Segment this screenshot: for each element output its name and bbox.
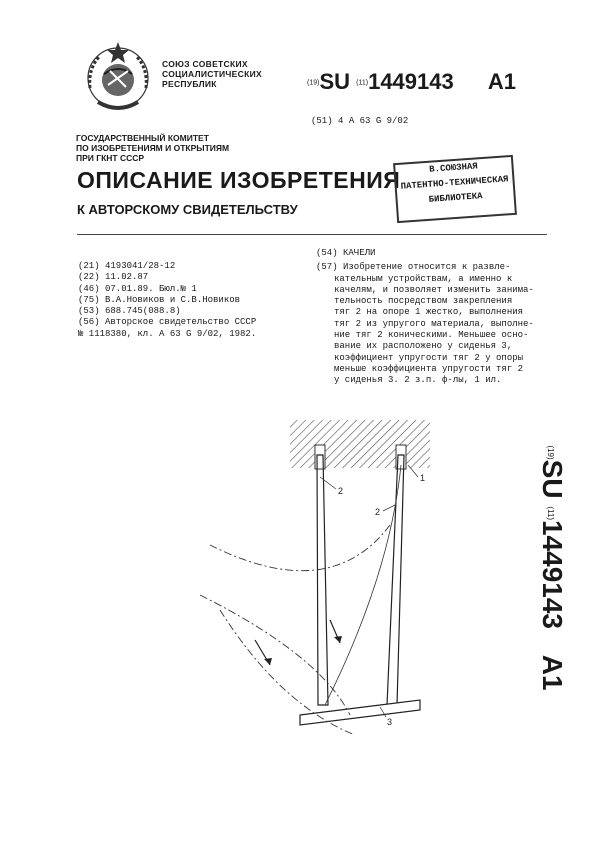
pub-code-prefix: (19)	[307, 79, 320, 87]
biblio-line: (21) 4193041/28-12	[78, 261, 176, 271]
biblio-line: (75) В.А.Новиков и С.В.Новиков	[78, 294, 241, 305]
ipc-prefix: (51) 4	[311, 116, 344, 126]
side-kind: A1	[537, 654, 568, 691]
abstract-line: вание их расположено у сиденья 3,	[334, 341, 513, 352]
rod-left	[317, 455, 328, 705]
library-stamp	[393, 155, 517, 223]
label-seat: 3	[387, 717, 393, 727]
kind-code: A1	[487, 69, 516, 94]
rod-right	[387, 455, 404, 705]
label-rod: 2	[338, 486, 344, 496]
label-support: 1	[420, 473, 426, 483]
support-beam	[290, 420, 430, 468]
side-num-code: (11)	[545, 506, 555, 520]
swing-arc	[210, 525, 390, 571]
biblio-line: (22) 11.02.87	[78, 272, 149, 283]
document-title: ОПИСАНИЕ ИЗОБРЕТЕНИЯ	[77, 167, 401, 193]
issuing-state	[162, 59, 262, 89]
abstract-line: тяг 2 на опоре 1 жестко, выполнения	[334, 307, 524, 318]
invention-title: (54) КАЧЕЛИ	[316, 248, 376, 258]
side-number: 1449143	[537, 519, 568, 629]
org-line: СОЦИАЛИСТИЧЕСКИХ	[162, 69, 262, 79]
abstract	[316, 248, 554, 387]
stamp-line: ПАТЕНТНО-ТЕХНИЧЕСКАЯ	[400, 174, 509, 192]
abstract-line: тельность посредством закрепления	[334, 296, 513, 307]
header-divider	[77, 234, 547, 235]
side-country: SU	[537, 459, 568, 499]
biblio-line: № 1118380, кл. А 63 G 9/02, 1982.	[78, 328, 257, 339]
abstract-line: тяг 2 из упругого материала, выполне-	[334, 318, 534, 329]
abstract-line: качелям, и позволяет изменить занима-	[334, 284, 534, 295]
ipc-classification	[311, 116, 408, 126]
committee-line: ПРИ ГКНТ СССР	[76, 153, 145, 163]
rod-deflected	[325, 465, 401, 705]
committee-line: ГОСУДАРСТВЕННЫЙ КОМИТЕТ	[76, 133, 209, 143]
label-rod: 2	[375, 507, 381, 517]
abstract-line: кательным устройствам, а именно к	[334, 273, 513, 284]
patent-number: 1449143	[368, 69, 454, 94]
abstract-line: коэффициент упругости тяг 2 у опоры	[334, 352, 524, 363]
ipc-code: A 63 G 9/02	[348, 116, 409, 126]
abstract-line: у сиденья 3. 2 з.п. ф-лы, 1 ил.	[334, 375, 502, 386]
side-pub-code: (19)	[545, 445, 555, 460]
committee-line: ПО ИЗОБРЕТЕНИЯМ И ОТКРЫТИЯМ	[76, 143, 230, 153]
biblio-line: (56) Авторское свидетельство СССР	[78, 317, 257, 328]
org-line: РЕСПУБЛИК	[162, 79, 217, 89]
stamp-line: БИБЛИОТЕКА	[428, 191, 483, 205]
abstract-line: меньше коэффициента упругости тяг 2	[334, 363, 524, 374]
stamp-line: В.СОЮЗНАЯ	[428, 161, 479, 175]
committee-name	[76, 133, 229, 163]
patent-number-header	[307, 69, 516, 95]
document-subtitle: К АВТОРСКОМУ СВИДЕТЕЛЬСТВУ	[77, 202, 298, 217]
biblio-line: (46) 07.01.89. Бюл.№ 1	[78, 283, 197, 294]
org-line: СОЮЗ СОВЕТСКИХ	[162, 59, 248, 69]
swing-drawing	[200, 415, 540, 735]
num-code-prefix: (11)	[356, 79, 369, 87]
ussr-emblem-icon	[80, 38, 156, 114]
biblio-line: (53) 688.745(088.8)	[78, 306, 181, 317]
abstract-line: ние тяг 2 коническими. Меньшее осно-	[334, 330, 529, 341]
abstract-line: (57) Изобретение относится к развле-	[316, 262, 511, 273]
country-code: SU	[319, 69, 351, 94]
bibliographic-data	[78, 261, 256, 340]
